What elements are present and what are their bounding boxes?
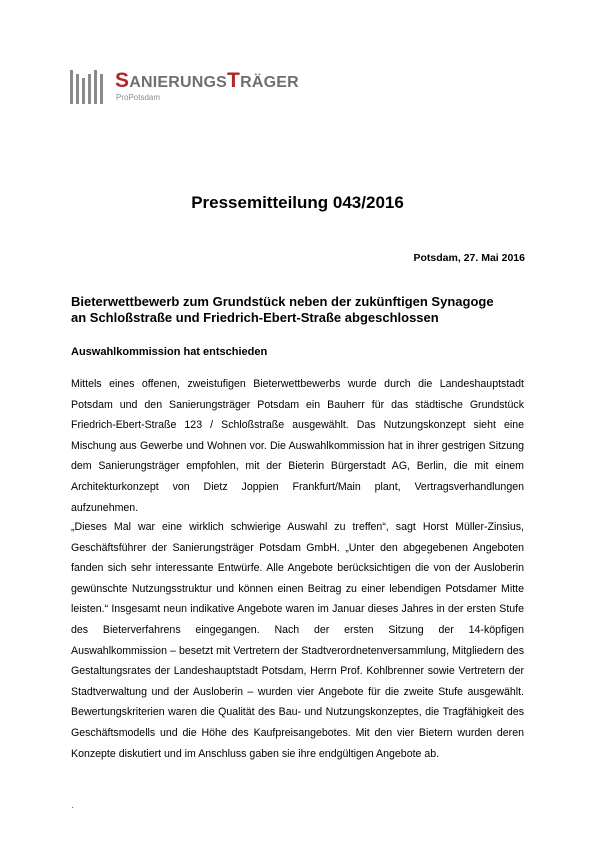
trailing-mark: . (71, 800, 74, 811)
page-title: Pressemitteilung 043/2016 (191, 193, 404, 212)
headline: Bieterwettbewerb zum Grundstück neben der zukünftigen Synagoge an Schloßstraße und Friedrich-Ebert-Straße abgeschlossen (71, 294, 494, 325)
logo-wordmark: SANIERUNGSTRÄGER (115, 69, 299, 92)
body-paragraph-2: „Dieses Mal war eine wirklich schwierige Auswahl zu treffen“, sagt Horst Müller-Zinsius, Geschäftsführer der Sanierungsträger Potsdam GmbH. „Unter den abgegebenen Angeboten fanden sich sehr interessante Entwürfe. Alle Angebote berücksichtigen die von der Ausloberin gewünschte Nutzungsstruktur und können einen Beitrag zu einer lebendigen Potsdamer Mitte leisten.“ Insgesamt neun indikative Angebote waren im Januar dieses Jahres in der ersten Stufe des Bieterverfahrens eingegangen. Nach der ersten Sitzung der 14-köpfigen Auswahlkommission – besetzt mit Vertretern der Stadtverordnetenversammlung, Mitgliedern des Gestaltungsrates der Landeshauptstadt Potsdam, Herrn Prof. Kohlbrenner sowie Vertretern der Stadtverwaltung und der Ausloberin – wurden vier Angebote für die zweite Stufe ausgewählt. Bewertungskriterien waren die Qualität des Bau- und Nutzungskonzeptes, die Tragfähigkeit des Geschäftsmodells und die Höhe des Kaufpreisangebotes. Mit den vier Bietern wurden deren Konzepte diskutiert und im Anschluss gaben sie ihre endgültigen Angebote ab. (71, 521, 524, 760)
logo-subtitle: ProPotsdam (116, 93, 161, 102)
logo (70, 70, 350, 106)
logo-bars-icon (70, 70, 110, 104)
subheadline: Auswahlkommission hat entschieden (71, 346, 268, 358)
dateline: Potsdam, 27. Mai 2016 (413, 252, 525, 264)
body-paragraph-1: Mittels eines offenen, zweistufigen Bieterwettbewerbs wurde durch die Landeshauptstadt Potsdam und den Sanierungsträger Potsdam ein Bauherr für das städtische Grundstück Friedrich-Ebert-Straße 123 / Schloßstraße ausgewählt. Das Nutzungskonzept sieht eine Mischung aus Gewerbe und Wohnen vor. Die Auswahlkommission hat in ihrer gestrigen Sitzung dem Sanierungsträger empfohlen, mit der Bieterin Bürgerstadt AG, Berlin, die mit einem Architekturkonzept von Dietz Joppien Frankfurt/Main plant, Vertragsverhandlungen aufzunehmen. (71, 378, 524, 514)
